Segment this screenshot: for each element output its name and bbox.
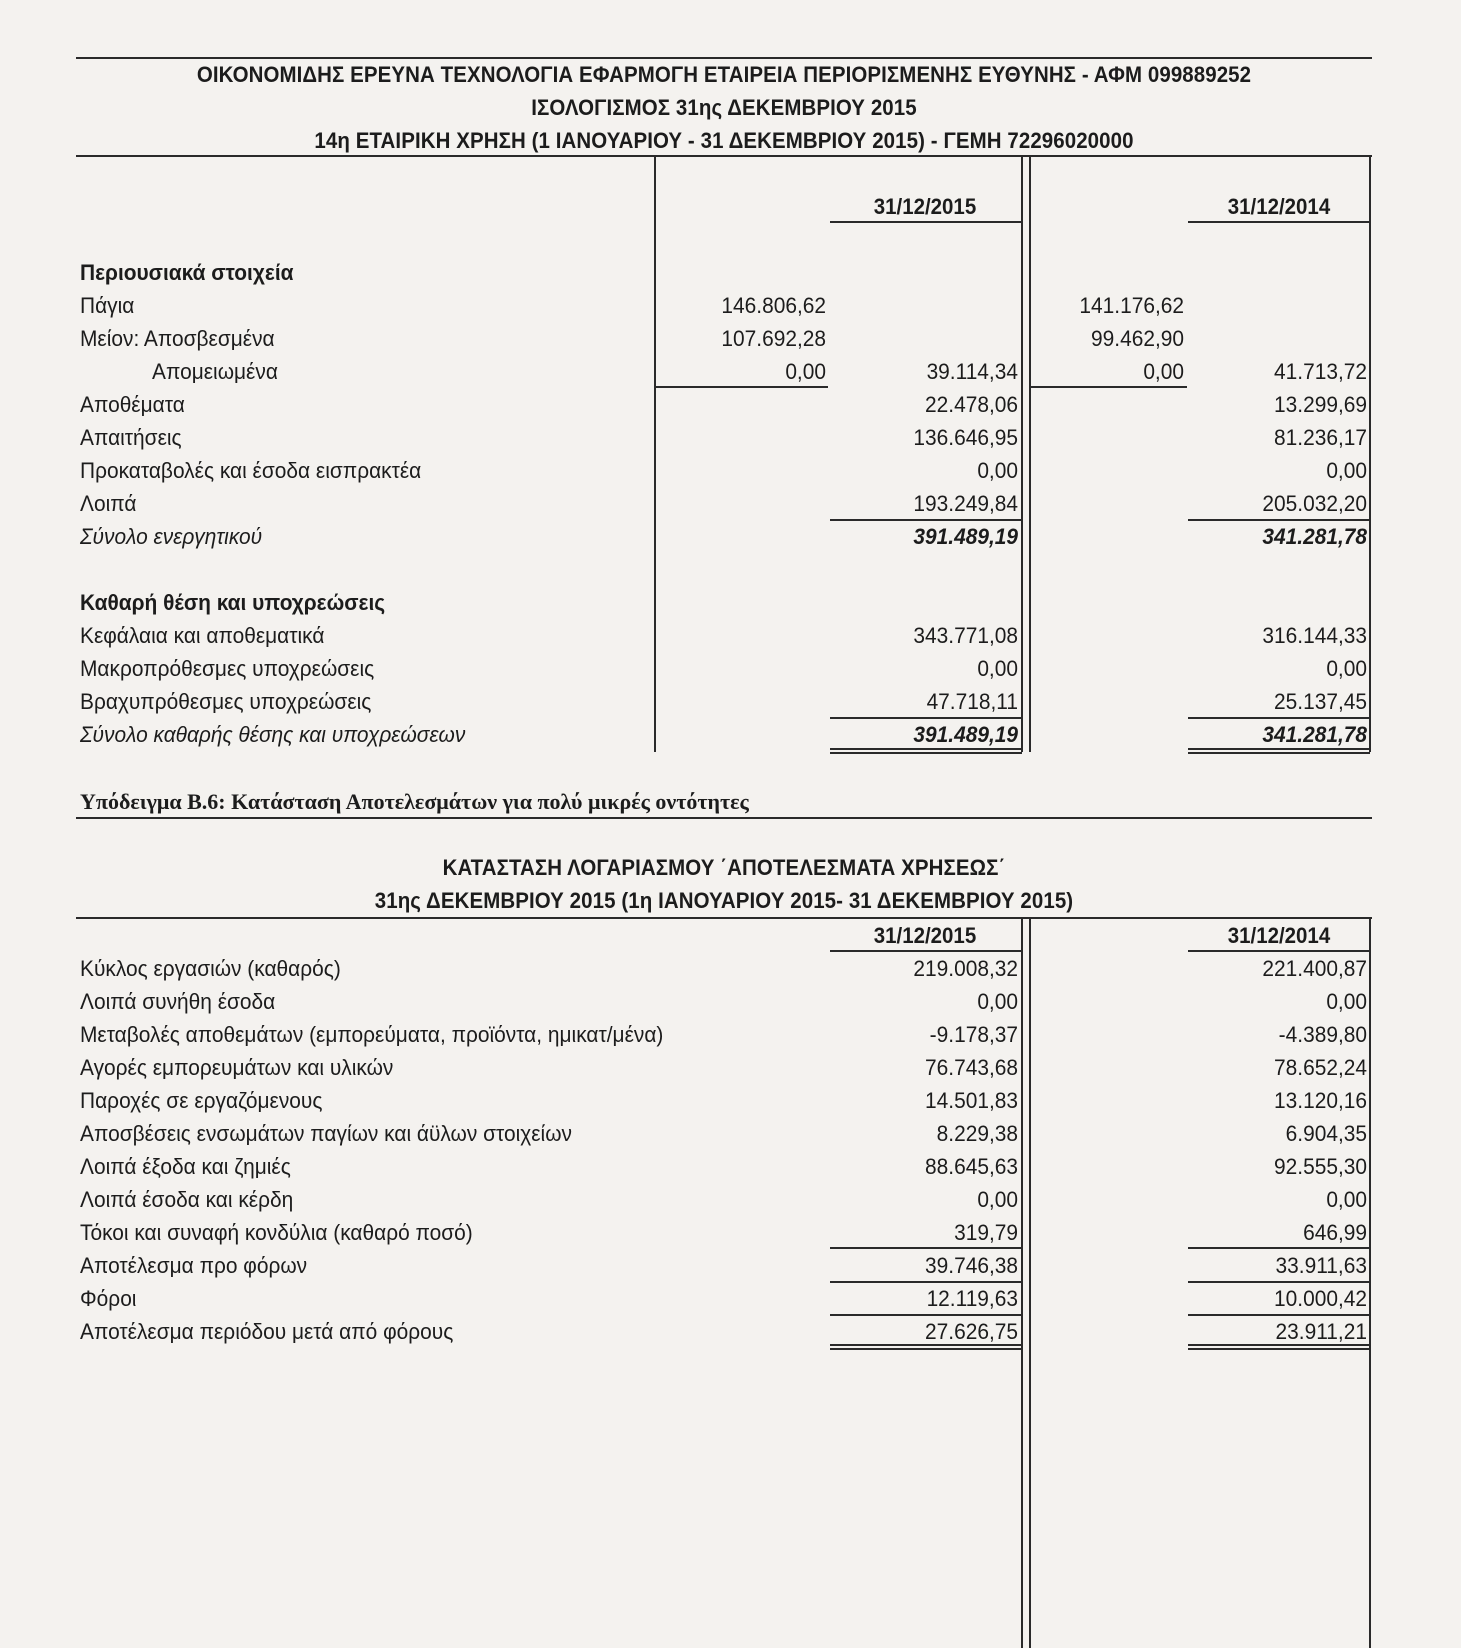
net-fixed-2015: 39.114,34 xyxy=(926,359,1018,384)
income-2015: 76.743,68 xyxy=(925,1055,1018,1080)
income-row xyxy=(0,1084,1461,1117)
impaired-2015: 0,00 xyxy=(785,359,826,384)
receivables-2015: 136.646,95 xyxy=(913,425,1018,450)
balance-sheet-title: ΙΣΟΛΟΓΙΣΜΟΣ 31ης ΔΕΚΕΜΒΡΙΟΥ 2015 xyxy=(531,95,917,120)
income-label: Λοιπά έξοδα και ζημιές xyxy=(80,1154,291,1179)
income-row xyxy=(0,985,1461,1018)
income-label: Φόροι xyxy=(80,1286,137,1311)
inventory-2014: 13.299,69 xyxy=(1274,392,1367,417)
depreciated-row xyxy=(0,322,1461,355)
is-double-rule-2014-a xyxy=(1188,1344,1370,1346)
income-row xyxy=(0,1117,1461,1150)
income-2014: -4.389,80 xyxy=(1278,1022,1367,1047)
company-title: ΟΙΚΟΝΟΜΙΔΗΣ ΕΡΕΥΝΑ ΤΕΧΝΟΛΟΓΙΑ ΕΦΑΡΜΟΓΗ ΕΤΑΙΡΕΙΑ ΠΕΡΙΟΡΙΣΜΕΝΗΣ ΕΥΘΥΝΗΣ - ΑΦΜ 099889252 xyxy=(196,62,1252,87)
income-2014: 221.400,87 xyxy=(1262,956,1367,981)
other-assets-2015: 193.249,84 xyxy=(913,491,1018,516)
fixed-assets-2014: 141.176,62 xyxy=(1079,293,1184,318)
prepayments-2014: 0,00 xyxy=(1326,458,1367,483)
income-label: Λοιπά συνήθη έσοδα xyxy=(80,989,276,1014)
income-2014: 92.555,30 xyxy=(1274,1154,1367,1179)
net-fixed-2014: 41.713,72 xyxy=(1274,359,1367,384)
income-label: Μεταβολές αποθεμάτων (εμπορεύματα, προϊόντα, ημικατ/μένα) xyxy=(80,1022,664,1047)
income-2015: -9.178,37 xyxy=(929,1022,1018,1047)
inventory-2015: 22.478,06 xyxy=(925,392,1018,417)
equity-label: Κεφάλαια και αποθεματικά xyxy=(80,623,325,648)
total-assets-2014: 341.281,78 xyxy=(1262,524,1367,549)
long-term-label: Μακροπρόθεσμες υποχρεώσεις xyxy=(80,656,375,681)
short-term-2015: 47.718,11 xyxy=(926,689,1018,714)
long-term-2015: 0,00 xyxy=(977,656,1018,681)
income-label: Παροχές σε εργαζόμενους xyxy=(80,1088,323,1113)
depreciated-2015: 107.692,28 xyxy=(721,326,826,351)
income-label: Αγορές εμπορευμάτων και υλικών xyxy=(80,1055,394,1080)
receivables-row xyxy=(0,421,1461,454)
other-assets-row xyxy=(0,487,1461,520)
income-2014: 13.120,16 xyxy=(1274,1088,1367,1113)
equity-row xyxy=(0,619,1461,652)
bs-header-rule-2015 xyxy=(830,221,1022,223)
total-assets-label: Σύνολο ενεργητικού xyxy=(80,524,263,549)
income-2014: 78.652,24 xyxy=(1274,1055,1367,1080)
income-2015: 12.119,63 xyxy=(926,1286,1018,1311)
is-double-rule-2015-a xyxy=(830,1344,1022,1346)
income-row xyxy=(0,1051,1461,1084)
inventory-row xyxy=(0,388,1461,421)
short-term-row xyxy=(0,685,1461,718)
fixed-assets-2015: 146.806,62 xyxy=(721,293,826,318)
income-label: Αποτέλεσμα προ φόρων xyxy=(80,1253,308,1278)
income-period: 31ης ΔΕΚΕΜΒΡΙΟΥ 2015 (1η ΙΑΝΟΥΑΡΙΟΥ 2015- 31 ΔΕΚΕΜΒΡΙΟΥ 2015) xyxy=(374,888,1074,913)
income-2015: 319,79 xyxy=(954,1220,1018,1245)
fiscal-year-title: 14η ΕΤΑΙΡΙΚΗ ΧΡΗΣΗ (1 ΙΑΝΟΥΑΡΙΟΥ - 31 ΔΕΚΕΜΒΡΙΟΥ 2015) - ΓΕΜΗ 72296020000 xyxy=(314,128,1134,153)
top-rule xyxy=(76,57,1372,59)
income-row xyxy=(0,1150,1461,1183)
impaired-2014: 0,00 xyxy=(1143,359,1184,384)
income-label: Κύκλος εργασιών (καθαρός) xyxy=(80,956,341,981)
income-2015: 39.746,38 xyxy=(925,1253,1018,1278)
income-2015: 219.008,32 xyxy=(913,956,1018,981)
appendix-title: Υπόδειγμα Β.6: Κατάσταση Αποτελεσμάτων για πολύ μικρές οντότητες xyxy=(80,789,749,814)
income-2015: 0,00 xyxy=(977,989,1018,1014)
is-double-rule-2014-b xyxy=(1188,1348,1370,1350)
equity-2015: 343.771,08 xyxy=(913,623,1018,648)
bs-header-2015: 31/12/2015 xyxy=(873,194,977,219)
prepayments-label: Προκαταβολές και έσοδα εισπρακτέα xyxy=(80,458,422,483)
income-2015: 14.501,83 xyxy=(925,1088,1018,1113)
long-term-row xyxy=(0,652,1461,685)
income-2015: 88.645,63 xyxy=(925,1154,1018,1179)
income-2014: 6.904,35 xyxy=(1285,1121,1367,1146)
bs-double-rule-2014-a xyxy=(1188,748,1370,750)
income-2015: 27.626,75 xyxy=(925,1319,1018,1344)
depreciated-label: Μείον: Αποσβεσμένα xyxy=(80,326,275,351)
is-double-rule-2015-b xyxy=(830,1348,1022,1350)
income-label: Τόκοι και συναφή κονδύλια (καθαρό ποσό) xyxy=(80,1220,473,1245)
total-liab-2015: 391.489,19 xyxy=(913,722,1018,747)
other-assets-2014: 205.032,20 xyxy=(1262,491,1367,516)
income-label: Λοιπά έσοδα και κέρδη xyxy=(80,1187,294,1212)
is-header-2015: 31/12/2015 xyxy=(873,923,977,948)
bs-double-rule-2015-a xyxy=(830,748,1022,750)
equity-2014: 316.144,33 xyxy=(1262,623,1367,648)
liabilities-heading: Καθαρή θέση και υποχρεώσεις xyxy=(80,590,386,615)
assets-heading-row xyxy=(0,256,1461,289)
long-term-2014: 0,00 xyxy=(1326,656,1367,681)
impaired-label: Απομειωμένα xyxy=(152,359,278,384)
income-row xyxy=(0,1183,1461,1216)
income-2015: 8.229,38 xyxy=(936,1121,1018,1146)
total-liab-row xyxy=(0,718,1461,751)
income-2014: 33.911,63 xyxy=(1275,1253,1367,1278)
impaired-row xyxy=(0,355,1461,388)
income-2014: 10.000,42 xyxy=(1274,1286,1367,1311)
bs-double-rule-2015-b xyxy=(830,752,1022,754)
short-term-2014: 25.137,45 xyxy=(1274,689,1367,714)
income-2014: 646,99 xyxy=(1303,1220,1367,1245)
bs-header-2014: 31/12/2014 xyxy=(1227,194,1331,219)
depreciated-2014: 99.462,90 xyxy=(1091,326,1184,351)
income-2014: 23.911,21 xyxy=(1275,1319,1367,1344)
total-liab-2014: 341.281,78 xyxy=(1262,722,1367,747)
short-term-label: Βραχυπρόθεσμες υποχρεώσεις xyxy=(80,689,372,714)
bs-double-rule-2014-b xyxy=(1188,752,1370,754)
fixed-assets-row xyxy=(0,289,1461,322)
appendix-rule xyxy=(76,817,1372,819)
income-title: ΚΑΤΑΣΤΑΣΗ ΛΟΓΑΡΙΑΣΜΟΥ ΄ΑΠΟΤΕΛΕΣΜΑΤΑ ΧΡΗΣΕΩΣ΄ xyxy=(442,855,1006,880)
bs-header-rule-2014 xyxy=(1188,221,1370,223)
prepayments-2015: 0,00 xyxy=(977,458,1018,483)
income-row xyxy=(0,1282,1461,1315)
income-2015: 0,00 xyxy=(977,1187,1018,1212)
income-label: Αποτέλεσμα περιόδου μετά από φόρους xyxy=(80,1319,454,1344)
is-header-2014: 31/12/2014 xyxy=(1227,923,1331,948)
income-row xyxy=(0,1216,1461,1249)
receivables-2014: 81.236,17 xyxy=(1274,425,1367,450)
income-row xyxy=(0,952,1461,985)
income-2014: 0,00 xyxy=(1326,989,1367,1014)
receivables-label: Απαιτήσεις xyxy=(80,425,182,450)
total-assets-row xyxy=(0,520,1461,553)
assets-heading: Περιουσιακά στοιχεία xyxy=(80,260,294,285)
income-label: Αποσβέσεις ενσωμάτων παγίων και άϋλων στοιχείων xyxy=(80,1121,572,1146)
fixed-assets-label: Πάγια xyxy=(80,293,135,318)
income-row xyxy=(0,1249,1461,1282)
income-2014: 0,00 xyxy=(1326,1187,1367,1212)
inventory-label: Αποθέματα xyxy=(80,392,185,417)
liabilities-heading-row xyxy=(0,586,1461,619)
income-row xyxy=(0,1018,1461,1051)
header-bottom-rule xyxy=(76,155,1372,157)
other-assets-label: Λοιπά xyxy=(80,491,137,516)
prepayments-row xyxy=(0,454,1461,487)
total-liab-label: Σύνολο καθαρής θέσης και υποχρεώσεων xyxy=(80,722,466,747)
income-top-rule xyxy=(76,917,1372,919)
total-assets-2015: 391.489,19 xyxy=(913,524,1018,549)
